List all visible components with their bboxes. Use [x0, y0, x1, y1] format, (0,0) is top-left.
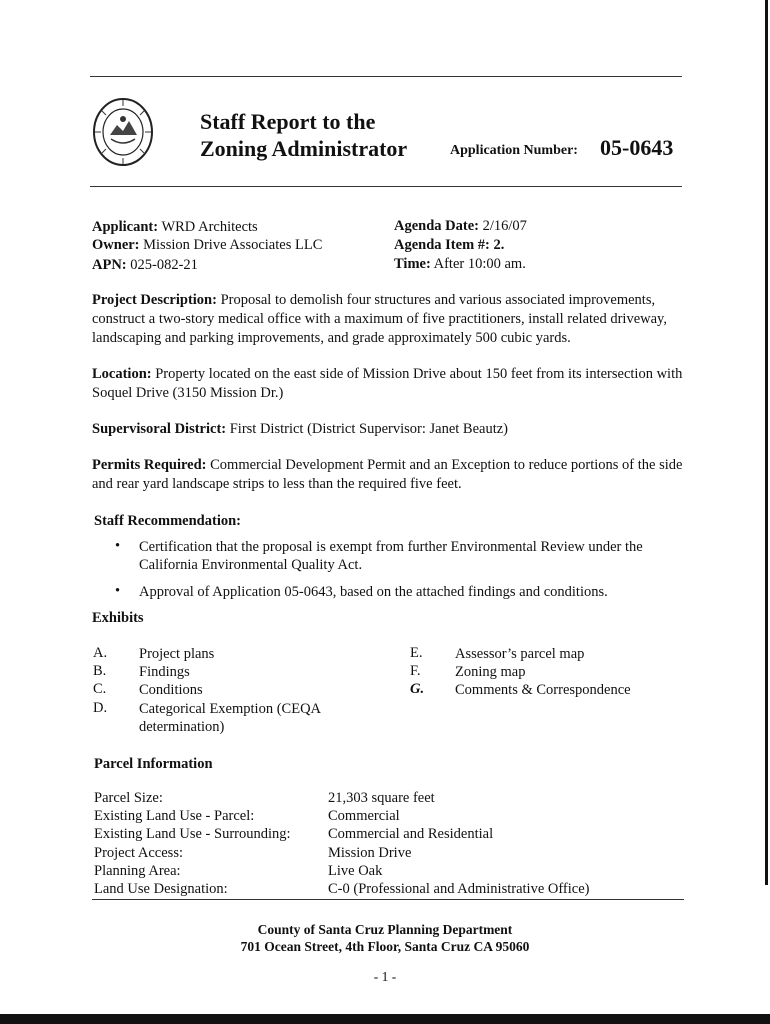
time-value: After 10:00 am.	[433, 256, 526, 272]
header-top-rule	[90, 76, 682, 77]
scan-edge-bar	[765, 0, 768, 885]
location	[92, 365, 688, 403]
parcel-label: Land Use Designation:	[94, 881, 228, 897]
exhibit-letter: C.	[93, 681, 107, 697]
exhibit-letter: G.	[410, 681, 425, 697]
permits-label: Permits Required:	[92, 457, 207, 473]
owner-value: Mission Drive Associates LLC	[143, 237, 323, 253]
exhibits-heading: Exhibits	[92, 610, 144, 626]
table-row	[94, 790, 674, 808]
parcel-value: Commercial	[328, 808, 400, 824]
exhibit-letter: F.	[410, 663, 421, 679]
parcel-value: Live Oak	[328, 863, 383, 879]
parcel-label: Project Access:	[94, 845, 183, 861]
bullet-icon: •	[115, 538, 121, 554]
supervisorial-district	[92, 420, 508, 438]
scan-bottom-band	[0, 1014, 770, 1024]
exhibit-text: Project plans	[139, 646, 215, 662]
parcel-value: Mission Drive	[328, 845, 412, 861]
recommendation-item: Approval of Application 05-0643, based on the attached findings and conditions.	[139, 584, 608, 600]
apn-label: APN:	[92, 257, 127, 273]
project-description-text: Proposal to demolish four structures and various associated improvements, construct a two-story medical office with a maximum of five practitioners, install related driveway, landscaping and parking improvements, and grade approximately 500 cubic yards.	[92, 292, 667, 346]
recommendation-item: Certification that the proposal is exempt from further Environmental Review under the California Environmental Quality Act.	[139, 539, 643, 573]
parcel-value: C-0 (Professional and Administrative Office)	[328, 881, 590, 897]
table-row	[94, 863, 674, 881]
parcel-value: Commercial and Residential	[328, 826, 494, 842]
report-title-line2: Zoning Administrator	[200, 136, 408, 161]
location-label: Location:	[92, 366, 152, 382]
parcel-information-heading: Parcel Information	[94, 756, 213, 772]
applicant-line	[92, 218, 258, 236]
county-seal-icon	[92, 97, 154, 167]
agenda-date-line	[394, 217, 527, 235]
parcel-label: Parcel Size:	[94, 790, 163, 806]
parcel-value: 21,303 square feet	[328, 790, 435, 806]
exhibit-text: Comments & Correspondence	[455, 682, 631, 698]
permits-text: Commercial Development Permit and an Exception to reduce portions of the side and rear yard landscape strips to less than the required five feet.	[92, 457, 683, 492]
exhibit-letter: E.	[410, 645, 423, 661]
parcel-bottom-rule	[92, 899, 684, 900]
staff-recommendation-heading: Staff Recommendation:	[94, 513, 241, 529]
district-label: Supervisoral District:	[92, 421, 227, 437]
exhibit-text: Conditions	[139, 682, 203, 698]
exhibit-text: Zoning map	[455, 664, 526, 680]
bullet-icon: •	[115, 583, 121, 599]
applicant-value: WRD Architects	[161, 219, 258, 235]
footer-address: 701 Ocean Street, 4th Floor, Santa Cruz CA 95060	[240, 939, 530, 954]
time-label: Time:	[394, 256, 431, 272]
exhibit-letter: D.	[93, 700, 108, 716]
footer-department: County of Santa Cruz Planning Department	[257, 922, 513, 937]
table-row	[94, 808, 674, 826]
exhibit-text: Categorical Exemption (CEQA determination)	[139, 701, 321, 735]
apn-line	[92, 256, 198, 274]
table-row	[94, 881, 674, 899]
header-bottom-rule	[90, 186, 682, 187]
page-number: - 1 -	[373, 969, 397, 984]
table-row	[94, 826, 674, 844]
agenda-date-value: 2/16/07	[482, 218, 527, 234]
exhibit-letter: A.	[93, 645, 108, 661]
parcel-label: Existing Land Use - Surrounding:	[94, 826, 291, 842]
location-text: Property located on the east side of Mission Drive about 150 feet from its intersection with Soquel Drive (3150 Mission Dr.)	[92, 366, 683, 401]
time-line	[394, 255, 526, 273]
project-description	[92, 291, 688, 348]
exhibit-text: Findings	[139, 664, 190, 680]
agenda-item-value: 2.	[493, 237, 505, 253]
exhibit-letter: B.	[93, 663, 107, 679]
table-row	[94, 845, 674, 863]
owner-label: Owner:	[92, 237, 140, 253]
district-text: First District (District Supervisor: Janet Beautz)	[229, 421, 509, 437]
application-number-label: Application Number:	[450, 143, 578, 158]
permits-required	[92, 456, 688, 494]
report-title-line1: Staff Report to the	[200, 109, 376, 134]
parcel-label: Existing Land Use - Parcel:	[94, 808, 255, 824]
owner-line	[92, 236, 322, 254]
project-description-label: Project Description:	[92, 292, 217, 308]
agenda-item-line	[394, 236, 504, 254]
applicant-label: Applicant:	[92, 219, 159, 235]
agenda-date-label: Agenda Date:	[394, 218, 479, 234]
agenda-item-label: Agenda Item #:	[394, 237, 490, 253]
application-number: 05-0643	[600, 135, 674, 160]
exhibit-text: Assessor’s parcel map	[455, 646, 585, 662]
apn-value: 025-082-21	[130, 257, 198, 273]
parcel-label: Planning Area:	[94, 863, 181, 879]
